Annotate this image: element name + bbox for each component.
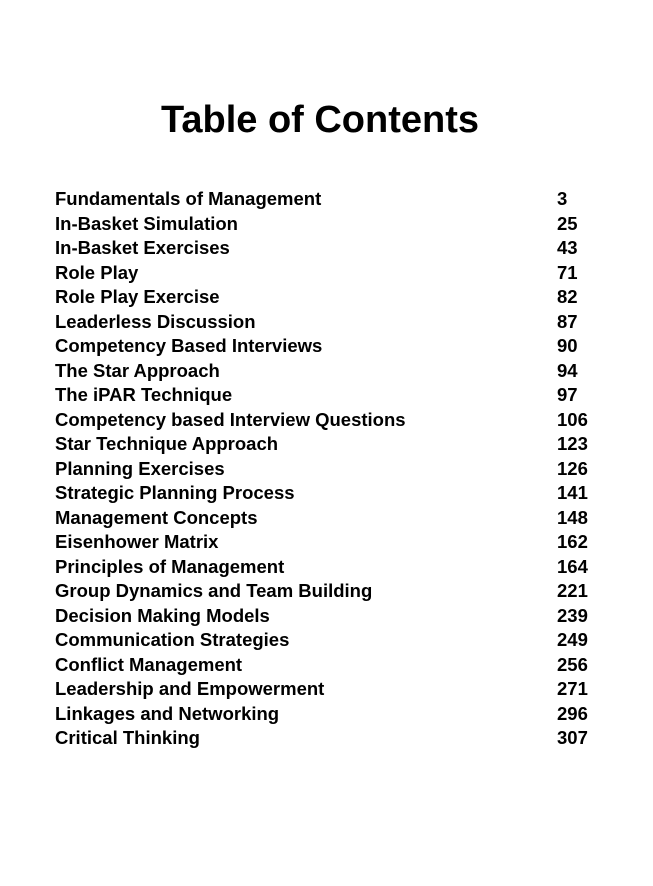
toc-entry-page: 123	[557, 433, 588, 454]
toc-entry-title: Communication Strategies	[55, 629, 290, 650]
toc-entry-page: 249	[557, 629, 588, 650]
toc-entry-page: 256	[557, 653, 588, 675]
toc-entry-page: 90	[557, 335, 578, 356]
toc-entry-page: 43	[557, 237, 578, 258]
toc-entry-title: Principles of Management	[55, 555, 285, 577]
toc-entry-row	[55, 383, 625, 408]
toc-entry-title: Role Play	[55, 261, 139, 283]
toc-entry-row	[55, 432, 625, 457]
toc-entry-title: Management Concepts	[55, 506, 258, 528]
toc-entry-page: 71	[557, 261, 578, 283]
toc-entry-title: In-Basket Exercises	[55, 237, 230, 258]
toc-entry-title: Star Technique Approach	[55, 433, 279, 454]
toc-entry-page: 271	[557, 678, 588, 699]
toc-entry-row	[55, 261, 625, 286]
toc-entry-title: Conflict Management	[55, 653, 243, 675]
toc-entry-title: The iPAR Technique	[55, 384, 233, 405]
toc-entry-row	[55, 310, 625, 335]
toc-entry-title: Leaderless Discussion	[55, 310, 256, 332]
toc-entry-row	[55, 457, 625, 482]
toc-entry-row	[55, 555, 625, 580]
toc-entry-row	[55, 481, 625, 506]
toc-entry-row	[55, 530, 625, 555]
toc-entry-page: 3	[557, 188, 568, 209]
toc-entry-row	[55, 677, 625, 702]
toc-entry-page: 296	[557, 702, 588, 724]
toc-entry-page: 106	[557, 408, 588, 430]
toc-list	[55, 187, 625, 751]
toc-entry-page: 164	[557, 555, 588, 577]
toc-entry-row	[55, 579, 625, 604]
toc-entry-row	[55, 628, 625, 653]
page-title: Table of Contents	[160, 99, 480, 141]
toc-entry-title: In-Basket Simulation	[55, 212, 238, 234]
toc-entry-row	[55, 604, 625, 629]
toc-entry-page: 126	[557, 457, 588, 479]
toc-entry-row	[55, 212, 625, 237]
toc-entry-title: Critical Thinking	[55, 727, 200, 748]
toc-entry-row	[55, 236, 625, 261]
toc-entry-title: Competency Based Interviews	[55, 335, 323, 356]
toc-entry-row	[55, 187, 625, 212]
toc-entry-title: Role Play Exercise	[55, 286, 220, 307]
toc-entry-page: 82	[557, 286, 578, 307]
toc-entry-page: 94	[557, 359, 578, 381]
toc-entry-title: Group Dynamics and Team Building	[55, 580, 373, 601]
toc-entry-page: 221	[557, 580, 588, 601]
toc-entry-row	[55, 702, 625, 727]
toc-entry-title: Fundamentals of Management	[55, 188, 322, 209]
toc-entry-page: 148	[557, 506, 588, 528]
toc-entry-title: Eisenhower Matrix	[55, 531, 219, 552]
toc-entry-row	[55, 334, 625, 359]
toc-entry-title: Planning Exercises	[55, 457, 225, 479]
toc-entry-row	[55, 408, 625, 433]
toc-entry-title: Linkages and Networking	[55, 702, 280, 724]
toc-entry-page: 97	[557, 384, 578, 405]
toc-entry-title: Decision Making Models	[55, 604, 270, 626]
toc-entry-page: 307	[557, 727, 588, 748]
toc-entry-row	[55, 285, 625, 310]
toc-entry-row	[55, 359, 625, 384]
toc-entry-title: Competency based Interview Questions	[55, 408, 406, 430]
toc-entry-row	[55, 726, 625, 751]
toc-entry-title: Leadership and Empowerment	[55, 678, 325, 699]
toc-entry-title: The Star Approach	[55, 359, 220, 381]
toc-entry-page: 87	[557, 310, 578, 332]
toc-entry-title: Strategic Planning Process	[55, 482, 295, 503]
toc-entry-page: 25	[557, 212, 578, 234]
toc-entry-row	[55, 653, 625, 678]
toc-entry-page: 141	[557, 482, 588, 503]
toc-entry-row	[55, 506, 625, 531]
toc-entry-page: 239	[557, 604, 588, 626]
toc-entry-page: 162	[557, 531, 588, 552]
